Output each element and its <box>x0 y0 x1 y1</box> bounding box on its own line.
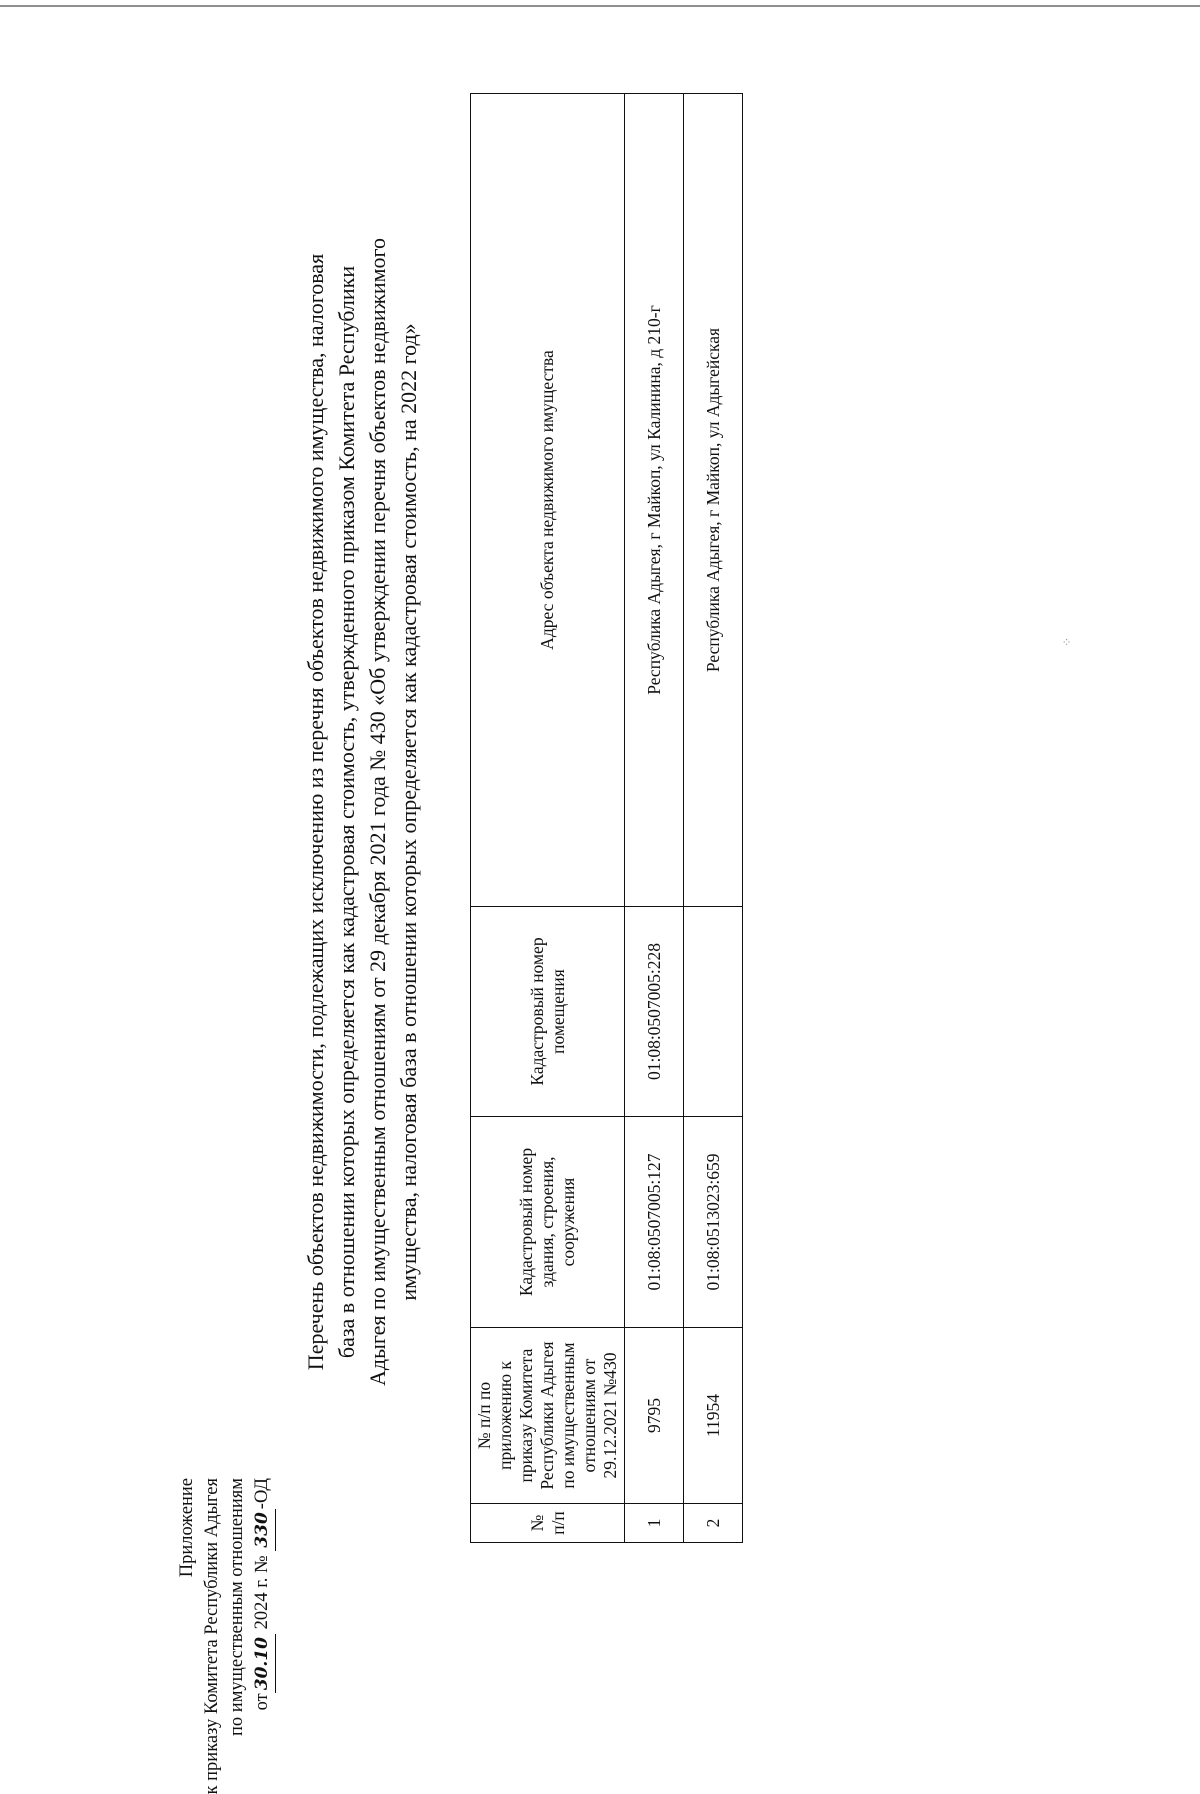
handwritten-number: 330 <box>250 1509 276 1551</box>
title-line-1: Перечень объектов недвижимости, подлежащих исключению из перечня объектов недвижимого имущества, налоговая <box>303 253 328 1371</box>
property-table <box>470 93 743 1543</box>
table-row <box>625 94 684 1543</box>
title-line-2: база в отношении которых определяется как кадастровая стоимость, утвержденного приказом Комитета Республики <box>334 265 359 1359</box>
date-mid: 2024 г. № <box>252 1555 272 1630</box>
appendix-block <box>175 1478 276 1794</box>
appendix-committee-line: по имущественным отношениям <box>227 1478 247 1736</box>
scan-speck: ⁘ <box>1060 636 1074 647</box>
header-cell-address: Адрес объекта недвижимого имущества <box>471 94 625 907</box>
row-premises-cadastral: 01:08:0507005:228 <box>625 907 684 1117</box>
row-address: Республика Адыгея, г Майкоп, ул Калинина, д 210-г <box>625 94 684 907</box>
row-building-cadastral: 01:08:0513023:659 <box>684 1117 743 1328</box>
title-line-3: Адыгея по имущественным отношениям от 29 декабря 2021 года № 430 «Об утверждении перечня объектов недвижимого <box>365 237 390 1387</box>
header-cell-building-cadastral: Кадастровый номер здания, строения, сооружения <box>471 1117 625 1328</box>
row-appendix-number: 11954 <box>684 1328 743 1504</box>
appendix-label: Приложение <box>177 1478 197 1578</box>
row-number: 1 <box>625 1504 684 1543</box>
number-suffix: -ОД <box>252 1478 272 1510</box>
title-line-4: имущества, налоговая база в отношении которых определяется как кадастровая стоимость, на 2022 год» <box>396 323 421 1301</box>
row-address: Республика Адыгея, г Майкоп, ул Адыгейская <box>684 94 743 907</box>
document-title <box>300 192 424 1432</box>
date-prefix: от <box>252 1693 272 1711</box>
header-cell-appendix-number: № п/п по приложению к приказу Комитета Республики Адыгея по имущественным отношениям от 29.12.2021 №430 <box>471 1328 625 1504</box>
row-appendix-number: 9795 <box>625 1328 684 1504</box>
appendix-date-line <box>250 1478 276 1794</box>
row-premises-cadastral <box>684 907 743 1117</box>
scan-edge-line <box>0 6 1200 8</box>
handwritten-date: 30.10 <box>250 1634 276 1693</box>
row-number: 2 <box>684 1504 743 1543</box>
table-header-row <box>471 94 625 1543</box>
table-row <box>684 94 743 1543</box>
appendix-order-line: к приказу Комитета Республики Адыгея <box>202 1478 222 1794</box>
header-cell-number: № п/п <box>471 1504 625 1543</box>
row-building-cadastral: 01:08:0507005:127 <box>625 1117 684 1328</box>
header-cell-premises-cadastral: Кадастровый номер помещения <box>471 907 625 1117</box>
